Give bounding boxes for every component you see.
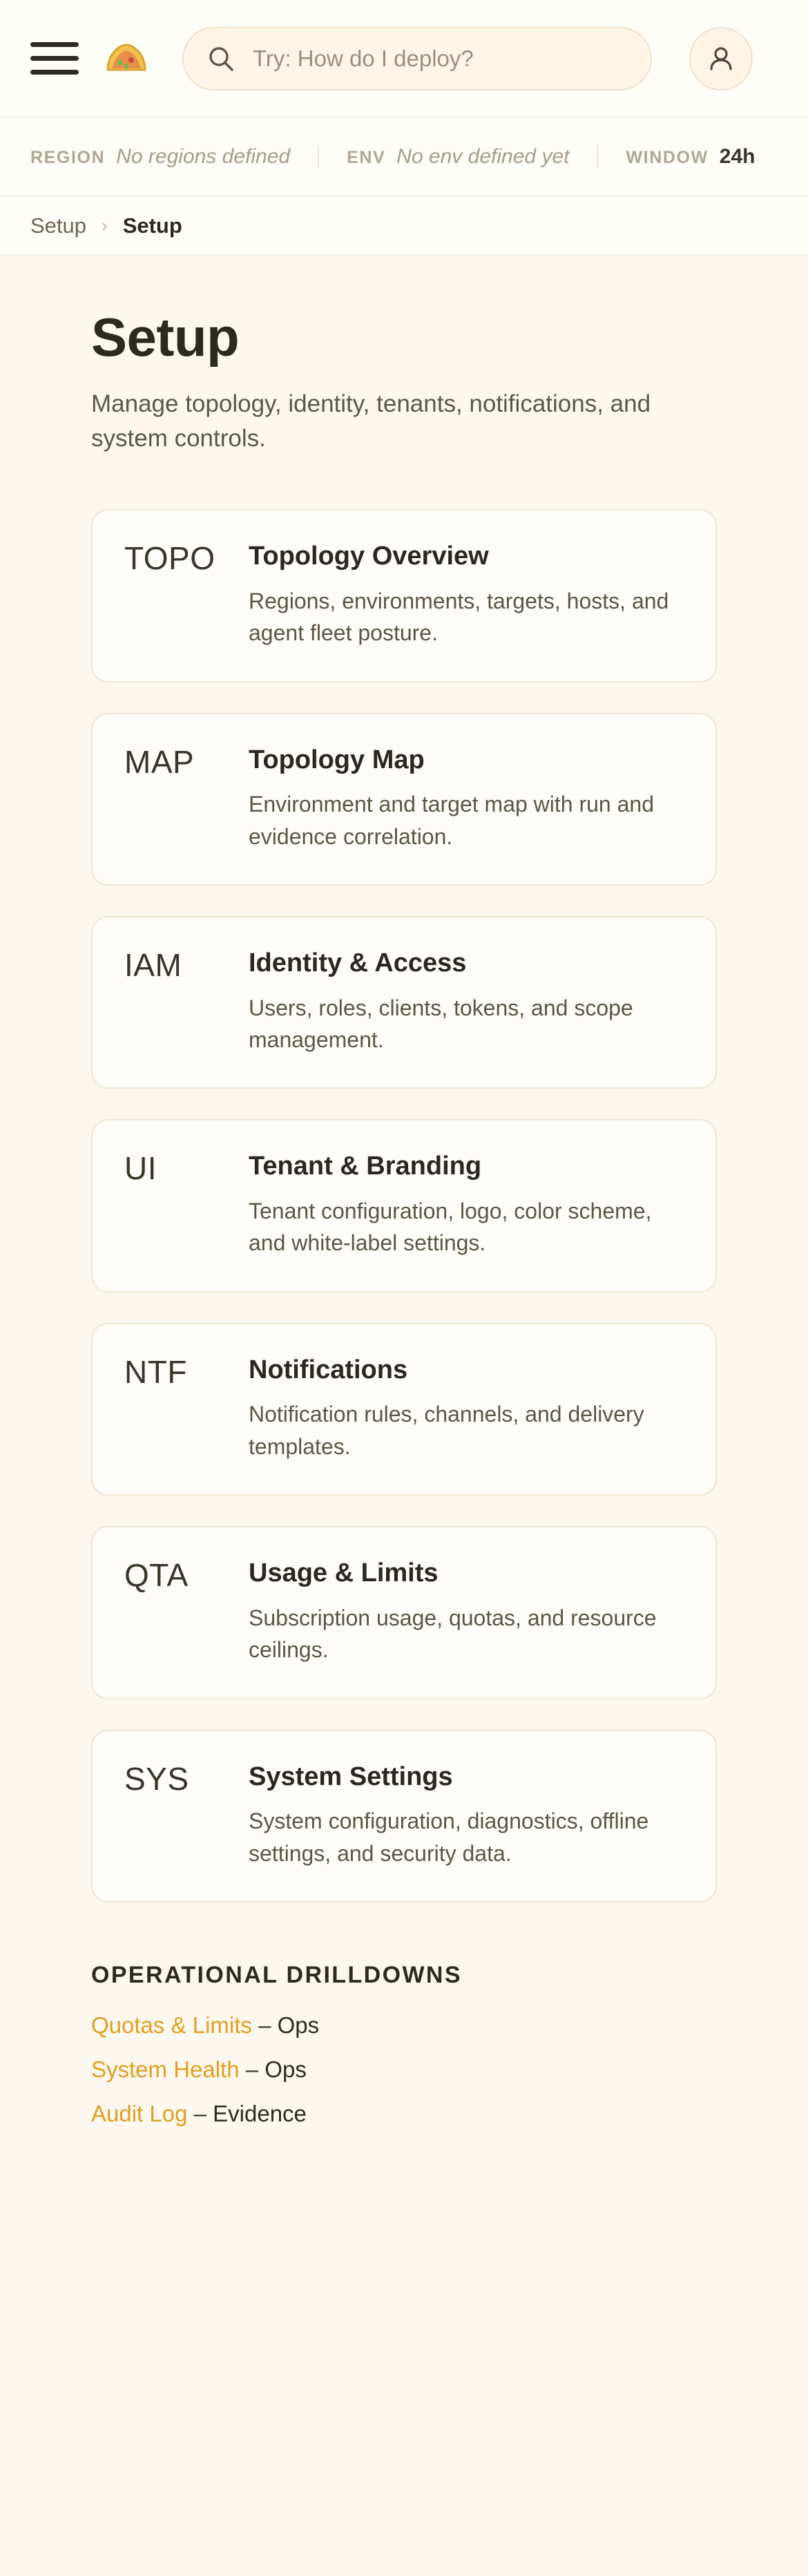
setup-card-list <box>91 509 717 1902</box>
drilldown-tag: Evidence <box>213 2100 307 2126</box>
context-region-value: No regions defined <box>116 144 291 168</box>
drilldown-link-quotas-limits[interactable]: Quotas & Limits <box>91 2012 252 2038</box>
card-code: NTF <box>124 1353 187 1390</box>
card-title: Tenant & Branding <box>249 1152 482 1181</box>
drilldown-tag: Ops <box>264 2056 307 2082</box>
setup-card-topology-overview[interactable] <box>91 509 717 682</box>
setup-card-notifications[interactable] <box>91 1323 717 1496</box>
card-title: Usage & Limits <box>249 1558 439 1588</box>
taco-logo-icon[interactable] <box>102 37 151 80</box>
drilldown-dash: – <box>258 2012 271 2038</box>
context-region-label: REGION <box>30 147 106 167</box>
card-code: IAM <box>124 947 182 984</box>
card-code: TOPO <box>124 540 215 577</box>
page-title: Setup <box>91 307 240 368</box>
drilldown-tag: Ops <box>277 2012 320 2038</box>
breadcrumb-item-current: Setup <box>122 213 182 238</box>
drilldown-row <box>91 2012 717 2039</box>
setup-card-topology-map[interactable] <box>91 713 717 886</box>
page-subtitle: Manage topology, identity, tenants, notifications, and system controls. <box>91 390 651 452</box>
card-code: MAP <box>124 743 195 780</box>
drilldown-link-audit-log[interactable]: Audit Log <box>91 2100 188 2126</box>
card-title: Topology Map <box>249 745 425 774</box>
main-content <box>0 256 808 2168</box>
global-search-box[interactable] <box>182 27 652 90</box>
drilldown-link-system-health[interactable]: System Health <box>91 2056 240 2082</box>
breadcrumb-separator-icon: › <box>102 215 108 236</box>
card-description: Environment and target map with run and evidence correlation. <box>249 792 654 849</box>
setup-card-usage-limits[interactable] <box>91 1526 717 1699</box>
setup-card-tenant-branding[interactable] <box>91 1119 717 1292</box>
user-avatar-icon <box>705 43 737 75</box>
card-title: Topology Overview <box>249 542 489 571</box>
setup-card-system-settings[interactable] <box>91 1730 717 1902</box>
context-env[interactable] <box>318 145 597 169</box>
search-input[interactable] <box>253 46 627 72</box>
card-code: UI <box>124 1150 157 1187</box>
setup-card-identity-access[interactable] <box>91 916 717 1089</box>
hamburger-menu-icon[interactable] <box>30 39 81 79</box>
card-title: System Settings <box>249 1762 453 1791</box>
account-avatar-button[interactable] <box>689 27 753 90</box>
context-env-value: No env defined yet <box>396 144 570 168</box>
search-icon <box>207 45 235 73</box>
context-env-label: ENV <box>347 147 386 167</box>
drilldown-row <box>91 2101 717 2127</box>
top-navigation-bar <box>0 0 808 117</box>
card-description: System configuration, diagnostics, offline settings, and security data. <box>249 1809 649 1866</box>
context-window[interactable] <box>597 145 782 169</box>
drilldowns-list <box>91 2012 717 2127</box>
drilldown-dash: – <box>245 2056 259 2082</box>
operational-drilldowns-section <box>91 1962 717 2127</box>
card-description: Regions, environments, targets, hosts, and agent fleet posture. <box>249 588 669 646</box>
context-filter-bar <box>0 117 808 196</box>
card-description: Tenant configuration, logo, color scheme, and white-label settings. <box>249 1198 652 1256</box>
drilldown-dash: – <box>193 2100 206 2126</box>
drilldowns-heading: OPERATIONAL DRILLDOWNS <box>91 1961 462 1988</box>
context-window-label: WINDOW <box>626 147 709 167</box>
card-title: Notifications <box>249 1355 408 1384</box>
card-description: Subscription usage, quotas, and resource ceilings. <box>249 1605 657 1663</box>
breadcrumb-item-root[interactable]: Setup <box>30 213 87 238</box>
card-title: Identity & Access <box>249 948 467 978</box>
card-code: SYS <box>124 1760 189 1797</box>
context-region[interactable] <box>30 145 318 169</box>
card-code: QTA <box>124 1557 189 1594</box>
drilldown-row <box>91 2057 717 2083</box>
context-window-value: 24h <box>719 144 756 168</box>
card-description: Users, roles, clients, tokens, and scope management. <box>249 995 633 1052</box>
breadcrumb <box>0 196 808 256</box>
card-description: Notification rules, channels, and delivery templates. <box>249 1402 644 1459</box>
